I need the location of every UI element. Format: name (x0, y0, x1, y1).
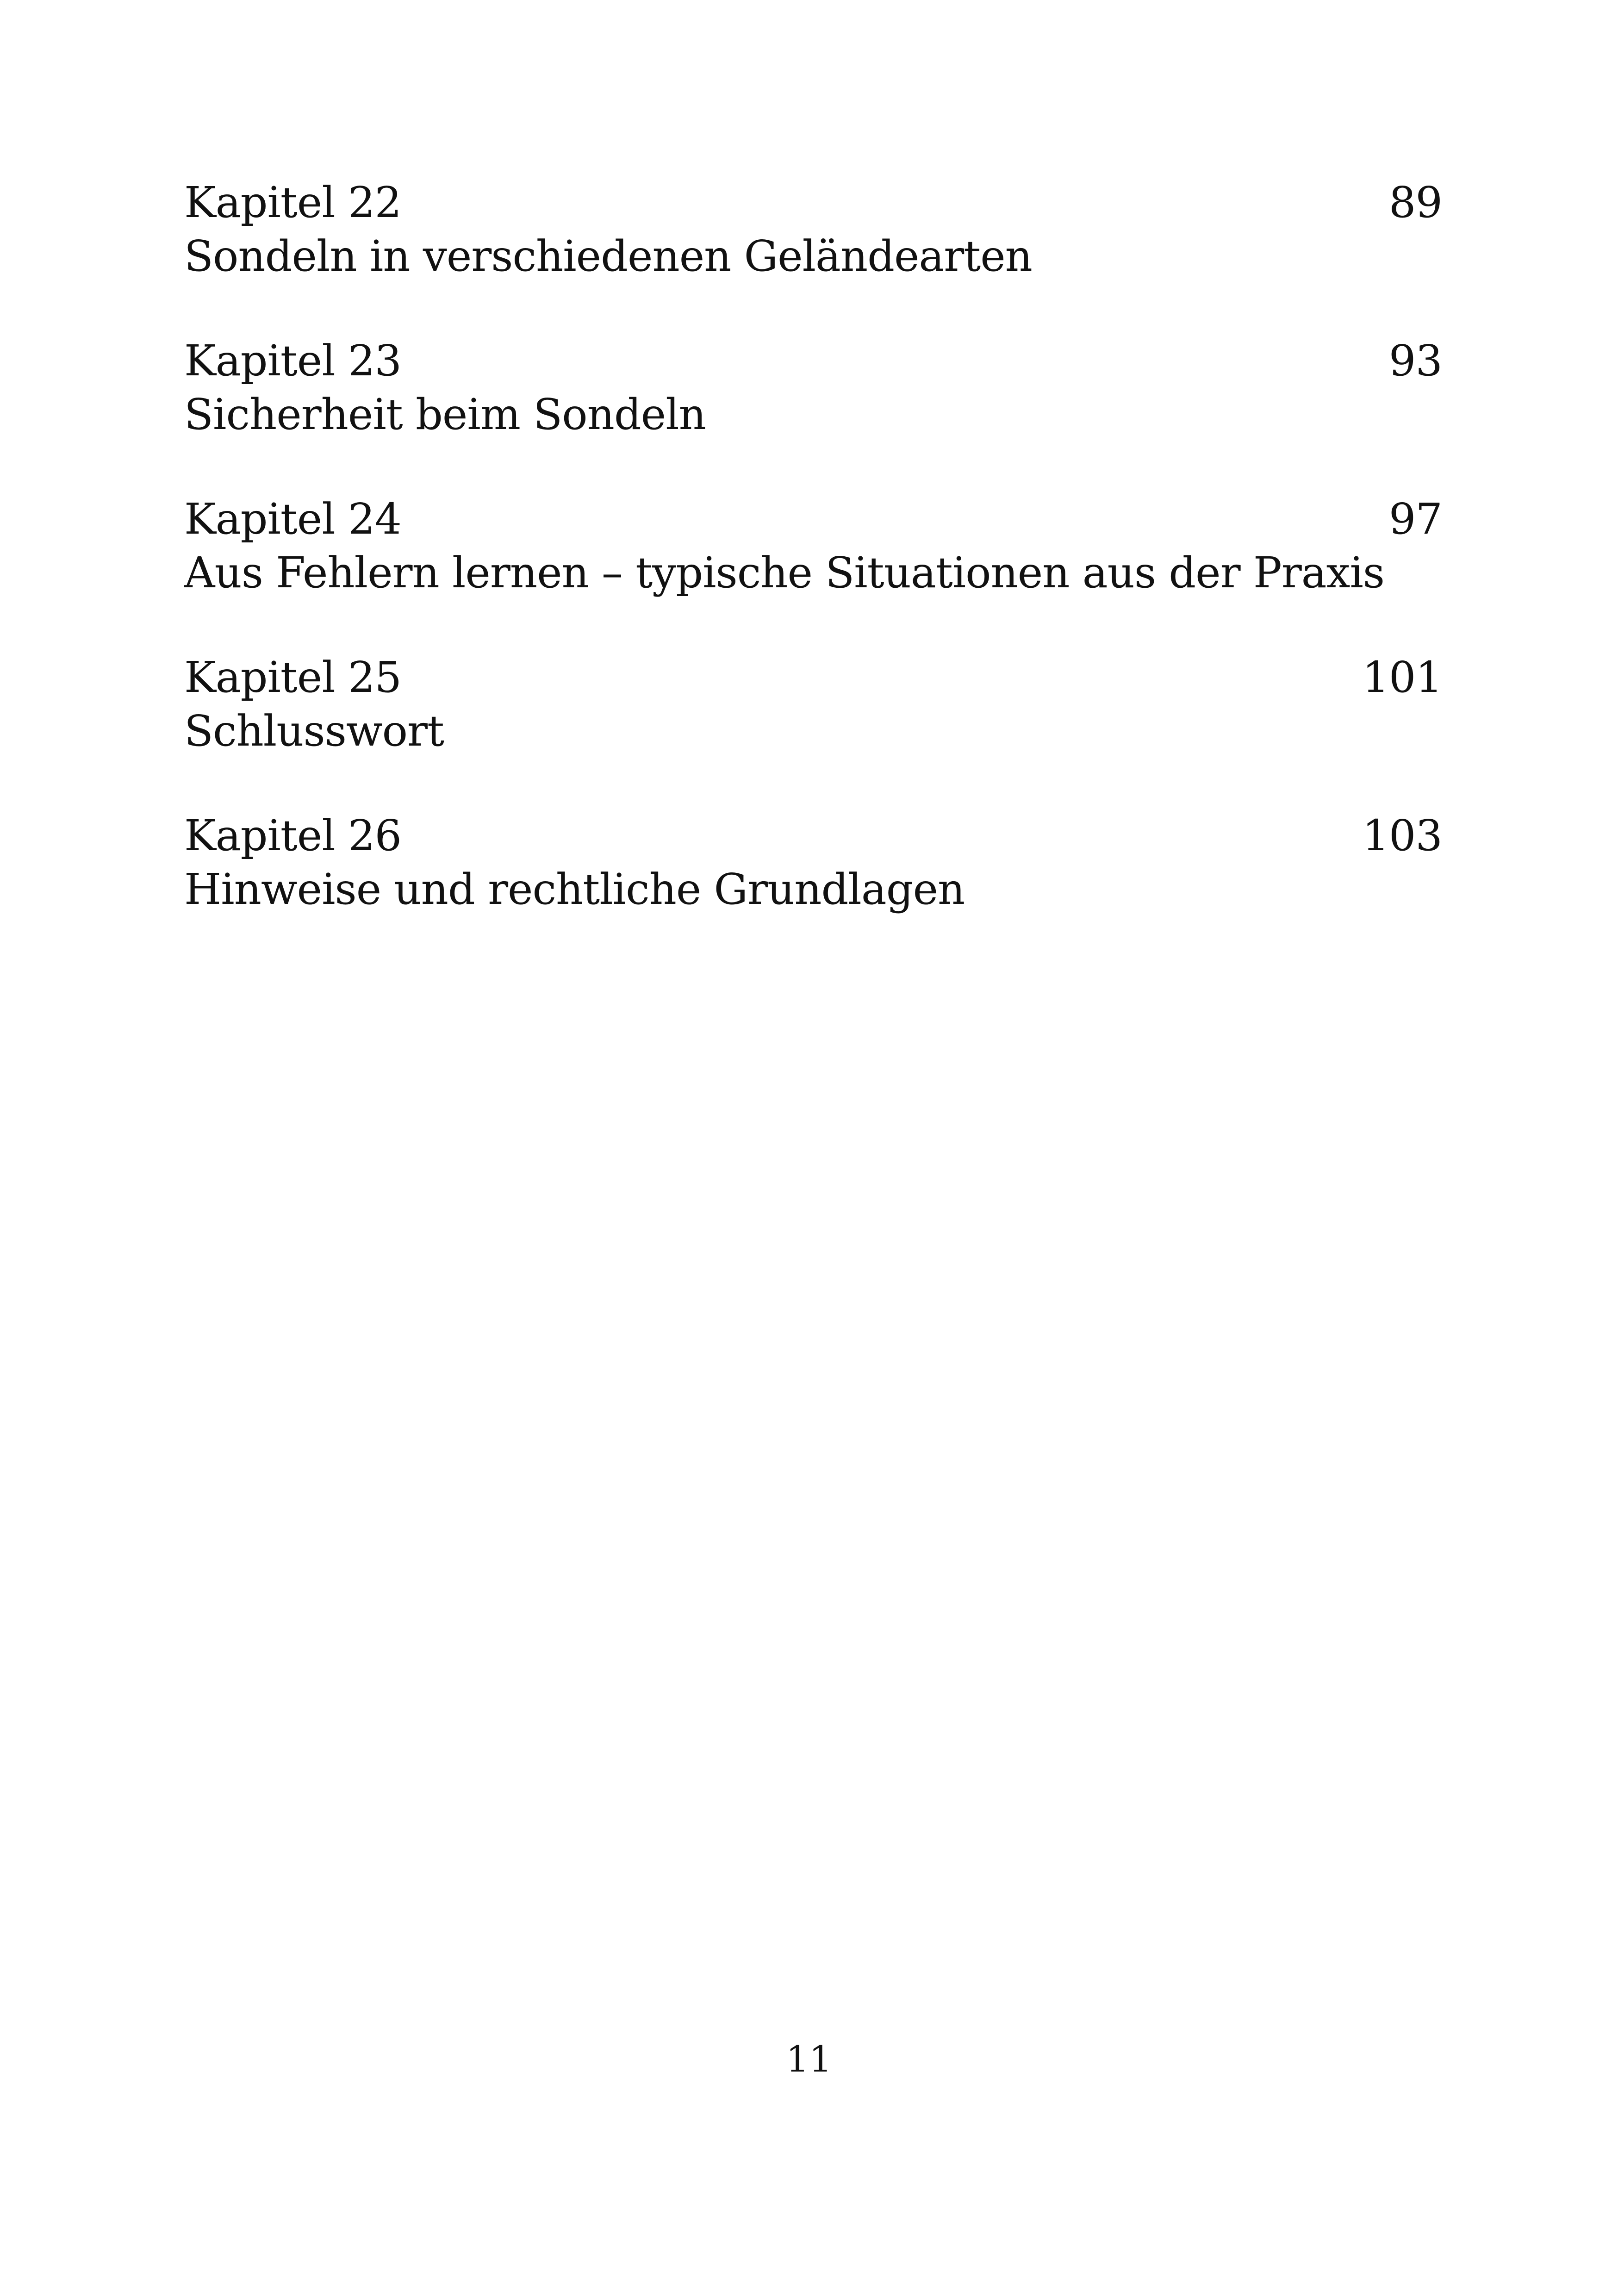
toc-entry-kapitel-26 (184, 809, 1442, 967)
toc-entry-kapitel-23 (184, 334, 1442, 492)
table-of-contents (184, 176, 1442, 967)
chapter-label: Kapitel 23 (184, 336, 402, 386)
toc-entry-kapitel-22 (184, 176, 1442, 334)
chapter-page-number: 101 (1362, 653, 1442, 702)
toc-entry-header (184, 651, 1442, 704)
chapter-label: Kapitel 24 (184, 494, 402, 544)
chapter-title: Schlusswort (184, 706, 444, 756)
chapter-title: Sicherheit beim Sondeln (184, 390, 706, 439)
chapter-title: Sondeln in verschiedenen Geländearten (184, 231, 1032, 281)
toc-entry-header (184, 809, 1442, 863)
chapter-label: Kapitel 22 (184, 178, 402, 227)
chapter-page-number: 89 (1388, 178, 1442, 227)
chapter-page-number: 93 (1388, 336, 1442, 386)
chapter-title: Hinweise und rechtliche Grundlagen (184, 865, 965, 914)
chapter-label: Kapitel 25 (184, 653, 402, 702)
toc-entry-kapitel-25 (184, 651, 1442, 809)
chapter-page-number: 97 (1388, 494, 1442, 544)
page-number: 11 (786, 2039, 832, 2080)
chapter-title: Aus Fehlern lernen – typische Situationen aus der Praxis (184, 548, 1385, 597)
toc-entry-kapitel-24 (184, 492, 1442, 651)
toc-entry-header (184, 176, 1442, 230)
toc-entry-header (184, 334, 1442, 388)
chapter-label: Kapitel 26 (184, 811, 402, 860)
toc-entry-header (184, 492, 1442, 546)
chapter-page-number: 103 (1362, 811, 1442, 860)
